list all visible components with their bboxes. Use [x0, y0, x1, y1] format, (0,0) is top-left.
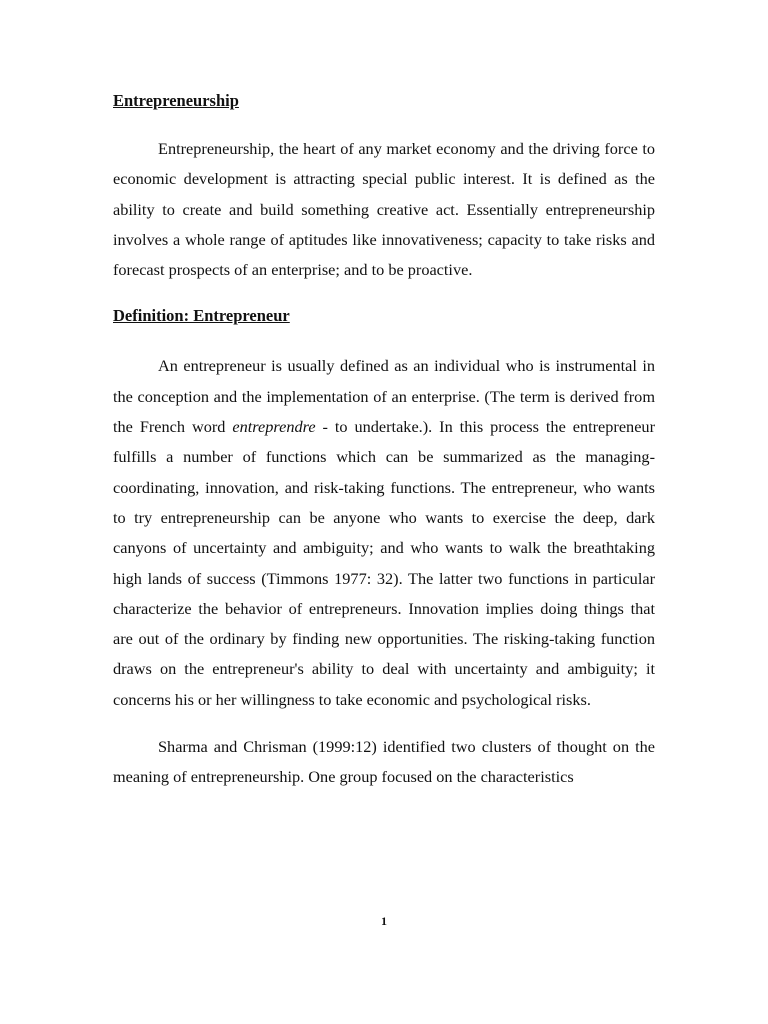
- paragraph-sharma-chrisman: Sharma and Chrisman (1999:12) identified two clusters of thought on the meaning of entrepreneurship. One group focused on the characteristics: [113, 737, 655, 787]
- paragraph-entrepreneur-definition: [113, 351, 655, 715]
- page-number: 1: [381, 914, 387, 928]
- section-heading-definition-entrepreneur: Definition: Entrepreneur: [113, 306, 290, 326]
- page-content: [113, 88, 655, 793]
- paragraph-entrepreneurship-intro: Entrepreneurship, the heart of any market economy and the driving force to economic development is attracting special public interest. It is defined as the ability to create and build something creative act. Essentially entrepreneurship involves a whole range of aptitudes like innovativeness; capacity to take risks and forecast prospects of an enterprise; and to be proactive.: [113, 139, 655, 280]
- paragraph-text: An entrepreneur is usually defined as an individual who is instrumental in the conception and the implementation of an enterprise. (The term is derived from the French word: [113, 356, 655, 437]
- italic-term: entreprendre: [232, 417, 316, 437]
- paragraph-text: - to undertake.). In this process the entrepreneur fulfills a number of functions which can be summarized as the managing-coordinating, innovation, and risk-taking functions. The entrepreneur, who wants to try entrepreneurship can be anyone who wants to exercise the deep, dark canyons of uncertainty and ambiguity; and who wants to walk the breathtaking high lands of success (Timmons 1977: 32). The latter two functions in particular characterize the behavior of entrepreneurs. Innovation implies doing things that are out of the ordinary by finding new opportunities. The risking-taking function draws on the entrepreneur's ability to deal with uncertainty and ambiguity; it concerns his or her willingness to take economic and psychological risks.: [113, 417, 655, 709]
- section-heading-entrepreneurship: Entrepreneurship: [113, 91, 239, 110]
